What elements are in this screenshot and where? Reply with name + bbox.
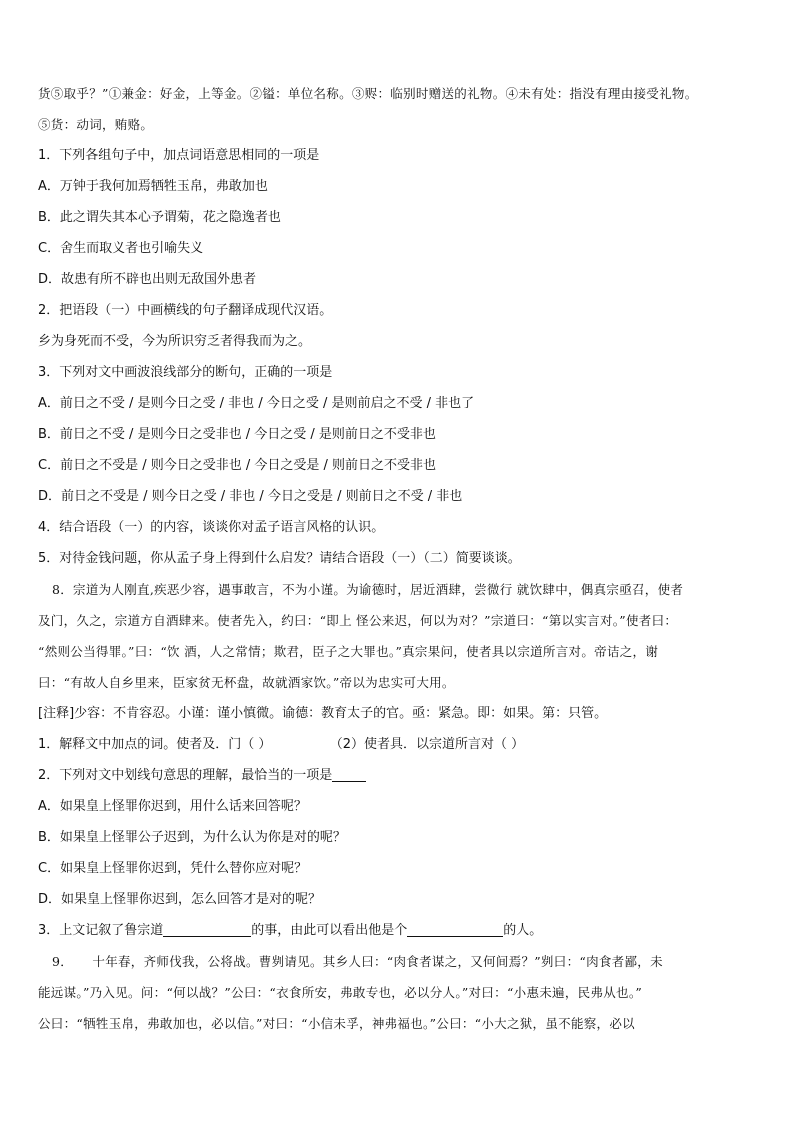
footnote-line-1: 货⑤取乎？”①兼金：好金，上等金。②镒：单位名称。③赆：临别时赠送的礼物。④未有处：指没有理由接受礼物。	[38, 86, 698, 101]
question-8-3-part1: 3．上文记叙了鲁宗道	[38, 923, 164, 938]
option-a: A．万钟于我何加焉牺牲玉帛，弗敢加也	[38, 179, 268, 194]
footnote-line-2: ⑤货：动词，贿赂。	[38, 117, 154, 132]
passage-8-line-3: “然则公当得罪。”曰：“饮 酒，人之常情；欺君，臣子之大罪也。”真宗果问，使者具以宗道所言对。帝诘之，谢	[38, 644, 659, 659]
option-d: D．故患有所不辟也出则无敌国外患者	[38, 272, 257, 287]
question-8-1-part2: （2）使者具．以宗道所言对（ ）	[329, 737, 525, 752]
option-b: B．前日之不受 / 是则今日之受非也 / 今日之受 / 是则前日之不受非也	[38, 427, 436, 442]
option-a: A．如果皇上怪罪你迟到，用什么话来回答呢？	[38, 799, 307, 814]
question-1: 1．下列各组句子中，加点词语意思相同的一项是	[38, 148, 320, 163]
question-8-1-part1: 1．解释文中加点的词。使者及．门（ ）	[38, 737, 272, 752]
option-a: A．前日之不受 / 是则今日之受 / 非也 / 今日之受 / 是则前启之不受 / 非也了	[38, 396, 475, 411]
question-3: 3．下列对文中画波浪线部分的断句，正确的一项是	[38, 365, 333, 380]
passage-9-line-2: 能远谋。”乃入见。问：“何以战？”公曰：“衣食所安，弗敢专也，必以分人。”对曰：“小惠未遍，民弗从也。”	[38, 985, 643, 1000]
question-8-1	[38, 729, 764, 760]
answer-blank[interactable]	[332, 765, 366, 782]
option-b: B．此之谓失其本心予谓菊，花之隐逸者也	[38, 210, 281, 225]
passage-8-line-2: 及门，久之，宗道方自酒肆来。使者先入，约曰：“即上 怪公来迟，何以为对？”宗道曰：“第以实言对。”使者曰：	[38, 613, 678, 628]
annotation-line: [注释]少容：不肯容忍。小谨：谨小慎微。谕德：教育太子的官。亟：紧急。即：如果。第：只管。	[38, 706, 608, 721]
passage-8-line-4: 曰：“有故人自乡里来，臣家贫无杯盘，故就酒家饮。”帝以为忠实可大用。	[38, 675, 455, 690]
option-c: C．舍生而取义者也引喻失义	[38, 241, 204, 256]
question-8-3	[38, 915, 764, 946]
question-5: 5．对待金钱问题，你从孟子身上得到什么启发？请结合语段（一）（二）简要谈谈。	[38, 551, 521, 566]
answer-blank-2[interactable]	[407, 920, 503, 937]
option-d: D．前日之不受是 / 则今日之受 / 非也 / 今日之受是 / 则前日之不受 / 非也	[38, 489, 463, 504]
question-4: 4．结合语段（一）的内容，谈谈你对孟子语言风格的认识。	[38, 520, 385, 535]
question-8-3-part3: 的人。	[503, 923, 543, 938]
passage-9-line-1: 9． 十年春，齐师伐我，公将战。曹刿请见。其乡人曰：“肉食者谋之，又何间焉？”刿曰：“肉食者鄙，未	[52, 954, 663, 969]
question-8-3-part2: 的事，由此可以看出他是个	[251, 923, 408, 938]
option-c: C．如果皇上怪罪你迟到，凭什么替你应对呢？	[38, 861, 308, 876]
question-2: 2．把语段（一）中画横线的句子翻译成现代汉语。	[38, 303, 333, 318]
option-d: D．如果皇上怪罪你迟到，怎么回答才是对的呢？	[38, 892, 322, 907]
answer-blank-1[interactable]	[163, 920, 251, 937]
question-8-2-text: 2．下列对文中划线句意思的理解，最恰当的一项是	[38, 768, 333, 783]
passage-9-line-3: 公曰：“牺牲玉帛，弗敢加也，必以信。”对曰：“小信未孚，神弗福也。”公曰：“小大之狱，虽不能察，必以	[38, 1016, 635, 1031]
option-b: B．如果皇上怪罪公子迟到，为什么认为你是对的呢？	[38, 830, 346, 845]
translation-sentence: 乡为身死而不受，今为所识穷乏者得我而为之。	[38, 334, 312, 349]
question-8-2	[38, 760, 764, 791]
passage-8-line-1: 8．宗道为人刚直,疾恶少容，遇事敢言，不为小谨。为谕德时，居近酒肆，尝微行 就饮肆中，偶真宗亟召，使者	[52, 582, 684, 597]
option-c: C．前日之不受是 / 则今日之受非也 / 今日之受是 / 则前日之不受非也	[38, 458, 437, 473]
